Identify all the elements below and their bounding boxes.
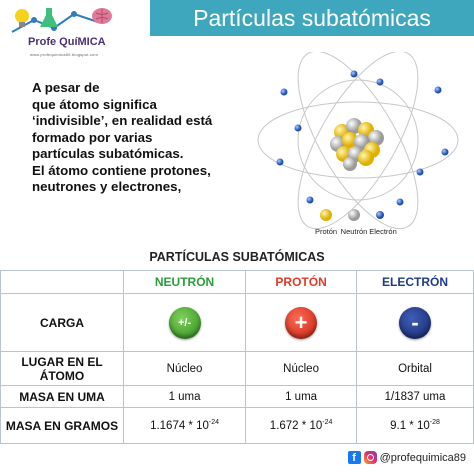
legend-neutron: Neutrón [340, 227, 368, 236]
negative-charge-icon: - [399, 307, 431, 339]
mass-exponent: -24 [208, 419, 220, 427]
row-label-lugar: LUGAR EN EL ÁTOMO [1, 352, 124, 386]
neutron-marker [348, 209, 360, 221]
nucleus [330, 118, 384, 171]
mass-base: 9.1 * 10 [390, 419, 430, 432]
neutral-charge-icon: +/- [169, 307, 201, 339]
electron-marker [376, 211, 384, 219]
logo-url: www.profequimica89.blogspot.com [30, 52, 99, 57]
intro-text [32, 80, 252, 196]
mass-exponent: -24 [322, 419, 333, 427]
intro-line: neutrones y electrones, [32, 179, 182, 194]
legend-proton: Protón [314, 227, 338, 236]
mass-base: 1.1674 * 10 [150, 419, 209, 432]
header-neutron: NEUTRÓN [124, 271, 246, 294]
charge-cell [357, 294, 474, 352]
charge-cell [124, 294, 246, 352]
table-row [1, 408, 474, 444]
table-cell [357, 408, 474, 444]
table-title: PARTÍCULAS SUBATÓMICAS [149, 250, 325, 264]
particles-table [0, 270, 474, 444]
title-banner [150, 0, 474, 36]
table-cell: Núcleo [124, 352, 246, 386]
atom-legend [315, 209, 397, 236]
header-proton: PROTÓN [246, 271, 357, 294]
flask-icon [40, 8, 58, 27]
row-label-masa-uma: MASA EN UMA [1, 386, 124, 408]
mass-exponent: -28 [429, 419, 440, 427]
footer-social [348, 451, 466, 464]
header-electron: ELECTRÓN [357, 271, 474, 294]
intro-line: A pesar de [32, 80, 100, 95]
table-header-row [1, 271, 474, 294]
intro-line: ‘indivisible’, en realidad está [32, 113, 213, 128]
table-cell: Núcleo [246, 352, 357, 386]
row-label-masa-gramos: MASA EN GRAMOS [1, 408, 124, 444]
positive-charge-icon: + [285, 307, 317, 339]
table-row [1, 352, 474, 386]
table-cell [246, 408, 357, 444]
logo [6, 4, 116, 60]
intro-line: El átomo contiene protones, [32, 162, 211, 178]
table-cell [124, 408, 246, 444]
mass-base: 1.672 * 10 [269, 419, 323, 432]
intro-line: formado por varias [32, 129, 153, 145]
page-title: Partículas subatómicas [193, 4, 431, 31]
table-cell: 1 uma [246, 386, 357, 408]
row-label-carga: CARGA [1, 294, 124, 352]
charge-cell [246, 294, 357, 352]
legend-electron: Electrón [369, 227, 397, 236]
logo-name: Profe QuíMICA [28, 36, 106, 48]
table-cell: Orbital [357, 352, 474, 386]
social-handle[interactable]: @profequimica89 [379, 451, 466, 464]
instagram-icon[interactable] [364, 451, 377, 464]
table-row [1, 386, 474, 408]
proton-marker [320, 209, 332, 221]
logo-graphic-icon [6, 4, 116, 38]
table-cell: 1 uma [124, 386, 246, 408]
intro-line: que átomo significa [32, 96, 157, 112]
intro-line: partículas subatómicas. [32, 146, 184, 161]
table-cell: 1/1837 uma [357, 386, 474, 408]
atom-diagram [250, 52, 468, 247]
facebook-icon[interactable]: f [348, 451, 361, 464]
table-row [1, 294, 474, 352]
header-empty [1, 271, 124, 294]
brain-icon [92, 8, 112, 24]
